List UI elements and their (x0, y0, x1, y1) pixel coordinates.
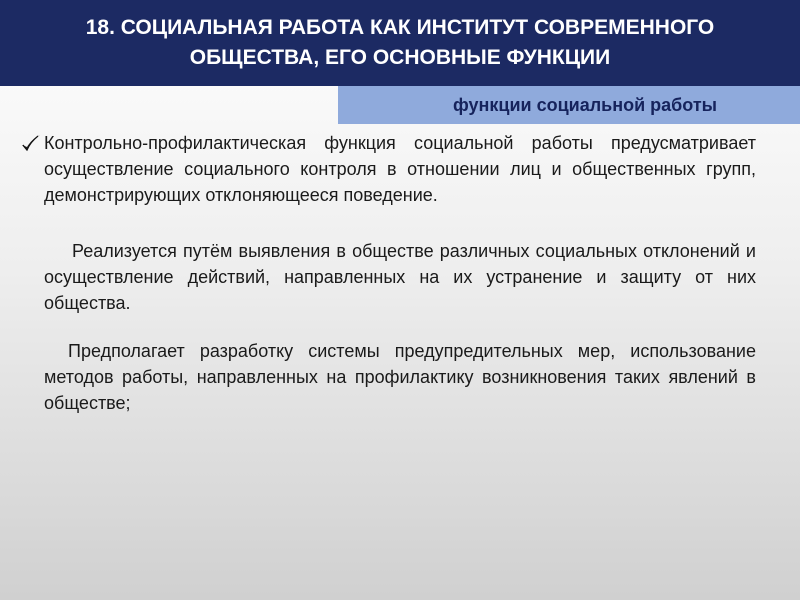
paragraph-implementation: Реализуется путём выявления в обществе различных социальных отклонений и осуществление действий, направленных на их устранение и защиту от них общества. (44, 241, 756, 313)
checkmark-icon (20, 133, 42, 155)
content-body (44, 130, 756, 416)
subtitle-bar (338, 86, 800, 124)
paragraph-prevention: Предполагает разработку системы предупредительных мер, использование методов работы, направленных на профилактику возникновения таких явлений в обществе; (44, 341, 756, 413)
subtitle-text: функции социальной работы (452, 94, 718, 115)
slide-header (0, 0, 800, 86)
paragraph-control-function: Контрольно-профилактическая функция социальной работы предусматривает осуществление социального контроля в отношении лиц и общественных групп, демонстрирующих отклоняющееся поведение. (44, 133, 756, 205)
slide-title: 18. СОЦИАЛЬНАЯ РАБОТА КАК ИНСТИТУТ СОВРЕМЕННОГО ОБЩЕСТВА, ЕГО ОСНОВНЫЕ ФУНКЦИИ (85, 16, 715, 69)
